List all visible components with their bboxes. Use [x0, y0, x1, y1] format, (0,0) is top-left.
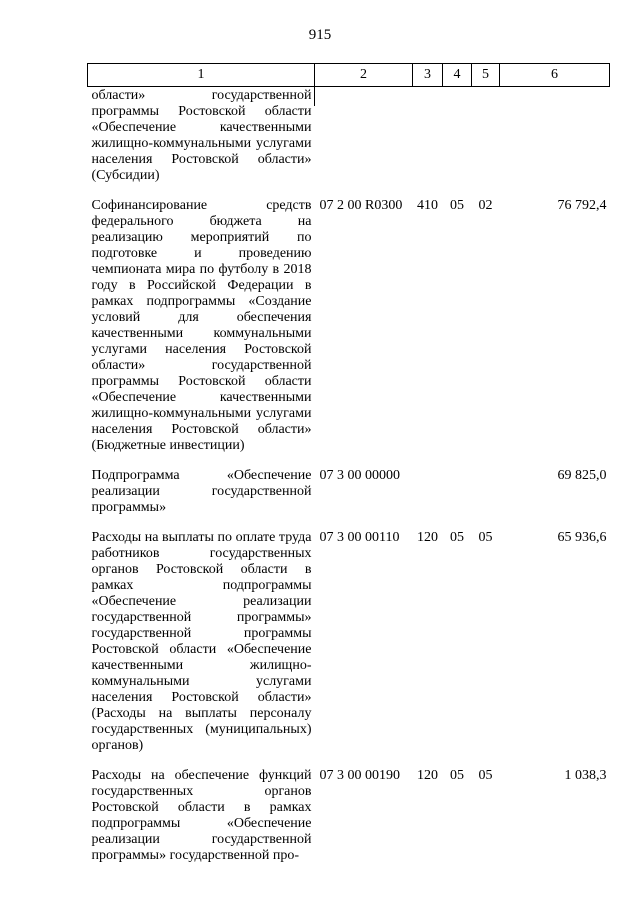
row-name: Расходы на обеспечение функций государственных органов Ростовской области в рамках подпрограммы «Обеспечение реализации государственной программы» государственной про-	[91, 768, 312, 863]
row-name: Подпрограмма «Обеспечение реализации государственной программы»	[91, 468, 312, 515]
header-col-5: 5	[472, 64, 500, 87]
table-row	[88, 198, 610, 468]
row-vr: 410	[417, 198, 438, 213]
row-code: 07 3 00 00000	[319, 468, 400, 483]
header-col-1: 1	[88, 64, 315, 87]
row-rz: 05	[450, 198, 464, 213]
column-divider	[314, 86, 315, 106]
row-pr: 05	[478, 530, 493, 545]
row-name: Расходы на выплаты по оплате труда работников государственных органов Ростовской области в рамках подпрограммы «Обеспечение реализации государственной программы» государственной программы Ростовской области «Обеспечение качественными жилищно-коммунальными услугами населения Ростовской области» (Расходы на выплаты персоналу государственных (муниципальных) органов)	[91, 530, 312, 753]
table-row	[88, 530, 610, 768]
row-code: 07 3 00 00190	[319, 768, 400, 783]
row-name: Софинансирование средств федерального бюджета на реализацию мероприятий по подготовке и проведению чемпионата мира по футболу в 2018 году в Российской Федерации в рамках подпрограммы «Создание условий для обеспечения качественными коммунальными услугами населения Ростовской области» государственной программы Ростовской области «Обеспечение качественными жилищно-коммунальными услугами населения Ростовской области» (Бюджетные инвестиции)	[91, 198, 312, 453]
header-col-3: 3	[413, 64, 443, 87]
row-rz: 05	[450, 768, 464, 783]
row-pr	[472, 468, 500, 530]
budget-table	[87, 63, 610, 878]
row-code: 07 2 00 R0300	[319, 198, 403, 213]
row-rz	[443, 87, 472, 199]
row-code: 07 3 00 00110	[319, 530, 400, 545]
row-pr: 05	[478, 768, 493, 783]
table-row	[88, 468, 610, 530]
row-sum: 76 792,4	[557, 198, 607, 213]
row-pr: 02	[478, 198, 493, 213]
row-vr: 120	[417, 768, 438, 783]
row-vr: 120	[417, 530, 438, 545]
page-number: 915	[308, 27, 332, 43]
row-pr	[472, 87, 500, 199]
row-vr	[413, 468, 443, 530]
row-sum	[500, 87, 610, 199]
table-row	[88, 768, 610, 878]
row-rz	[443, 468, 472, 530]
row-name: области» государственной программы Ростовской области «Обеспечение качественными жилищно-коммунальными услугами населения Ростовской области» (Субсидии)	[91, 88, 312, 183]
row-rz: 05	[450, 530, 464, 545]
table-row	[88, 87, 610, 199]
header-col-4: 4	[443, 64, 472, 87]
row-vr	[413, 87, 443, 199]
row-sum: 1 038,3	[564, 768, 607, 783]
row-sum: 65 936,6	[557, 530, 607, 545]
header-col-2: 2	[315, 64, 413, 87]
header-col-6: 6	[500, 64, 610, 87]
row-sum: 69 825,0	[557, 468, 607, 483]
table-header-row	[88, 64, 610, 87]
row-code	[315, 87, 413, 199]
